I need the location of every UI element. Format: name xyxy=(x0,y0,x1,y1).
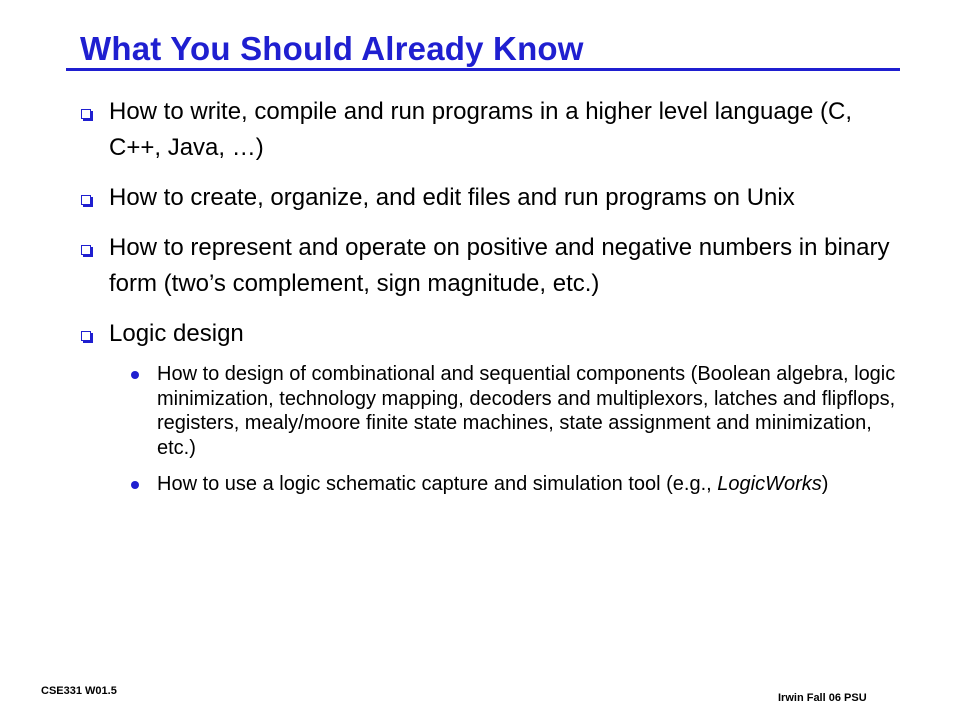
bullet-text: How to write, compile and run programs in a higher level language (C, C++, Java, …) xyxy=(109,98,853,161)
sub-bullet-item xyxy=(127,362,909,460)
sub-bullet-text-prefix: How to use a logic schematic capture and simulation tool (e.g., xyxy=(157,473,718,495)
bullet-text: How to create, organize, and edit files and run programs on Unix xyxy=(109,184,795,211)
square-bullet-icon xyxy=(81,195,91,205)
bullet-text: Logic design xyxy=(109,320,244,347)
bullet-item xyxy=(79,94,909,166)
sub-bullet-list xyxy=(127,362,909,497)
round-bullet-icon xyxy=(131,371,139,379)
round-bullet-icon xyxy=(131,481,139,489)
title-underline xyxy=(66,68,900,71)
footer-course-id: CSE331 W01.5 xyxy=(41,685,117,697)
slide-title: What You Should Already Know xyxy=(80,30,584,67)
sub-bullet-text: How to design of combinational and sequential components (Boolean algebra, logic minimization, technology mapping, decoders and multiplexors, latches and flipflops, registers, mealy/moore finite state machines, state assignment and minimization, etc.) xyxy=(157,363,896,459)
footer-author: Irwin Fall 06 PSU xyxy=(778,692,867,704)
square-bullet-icon xyxy=(81,245,91,255)
bullet-text: How to represent and operate on positive and negative numbers in binary form (two’s complement, sign magnitude, etc.) xyxy=(109,234,890,297)
square-bullet-icon xyxy=(81,331,91,341)
square-bullet-icon xyxy=(81,109,91,119)
sub-bullet-item xyxy=(127,472,909,497)
bullet-item xyxy=(79,230,909,302)
bullet-item xyxy=(79,180,909,216)
tool-name: LogicWorks xyxy=(717,473,822,495)
bullet-item xyxy=(79,316,909,352)
bullet-list xyxy=(79,94,909,497)
sub-bullet-text-suffix: ) xyxy=(821,473,829,495)
